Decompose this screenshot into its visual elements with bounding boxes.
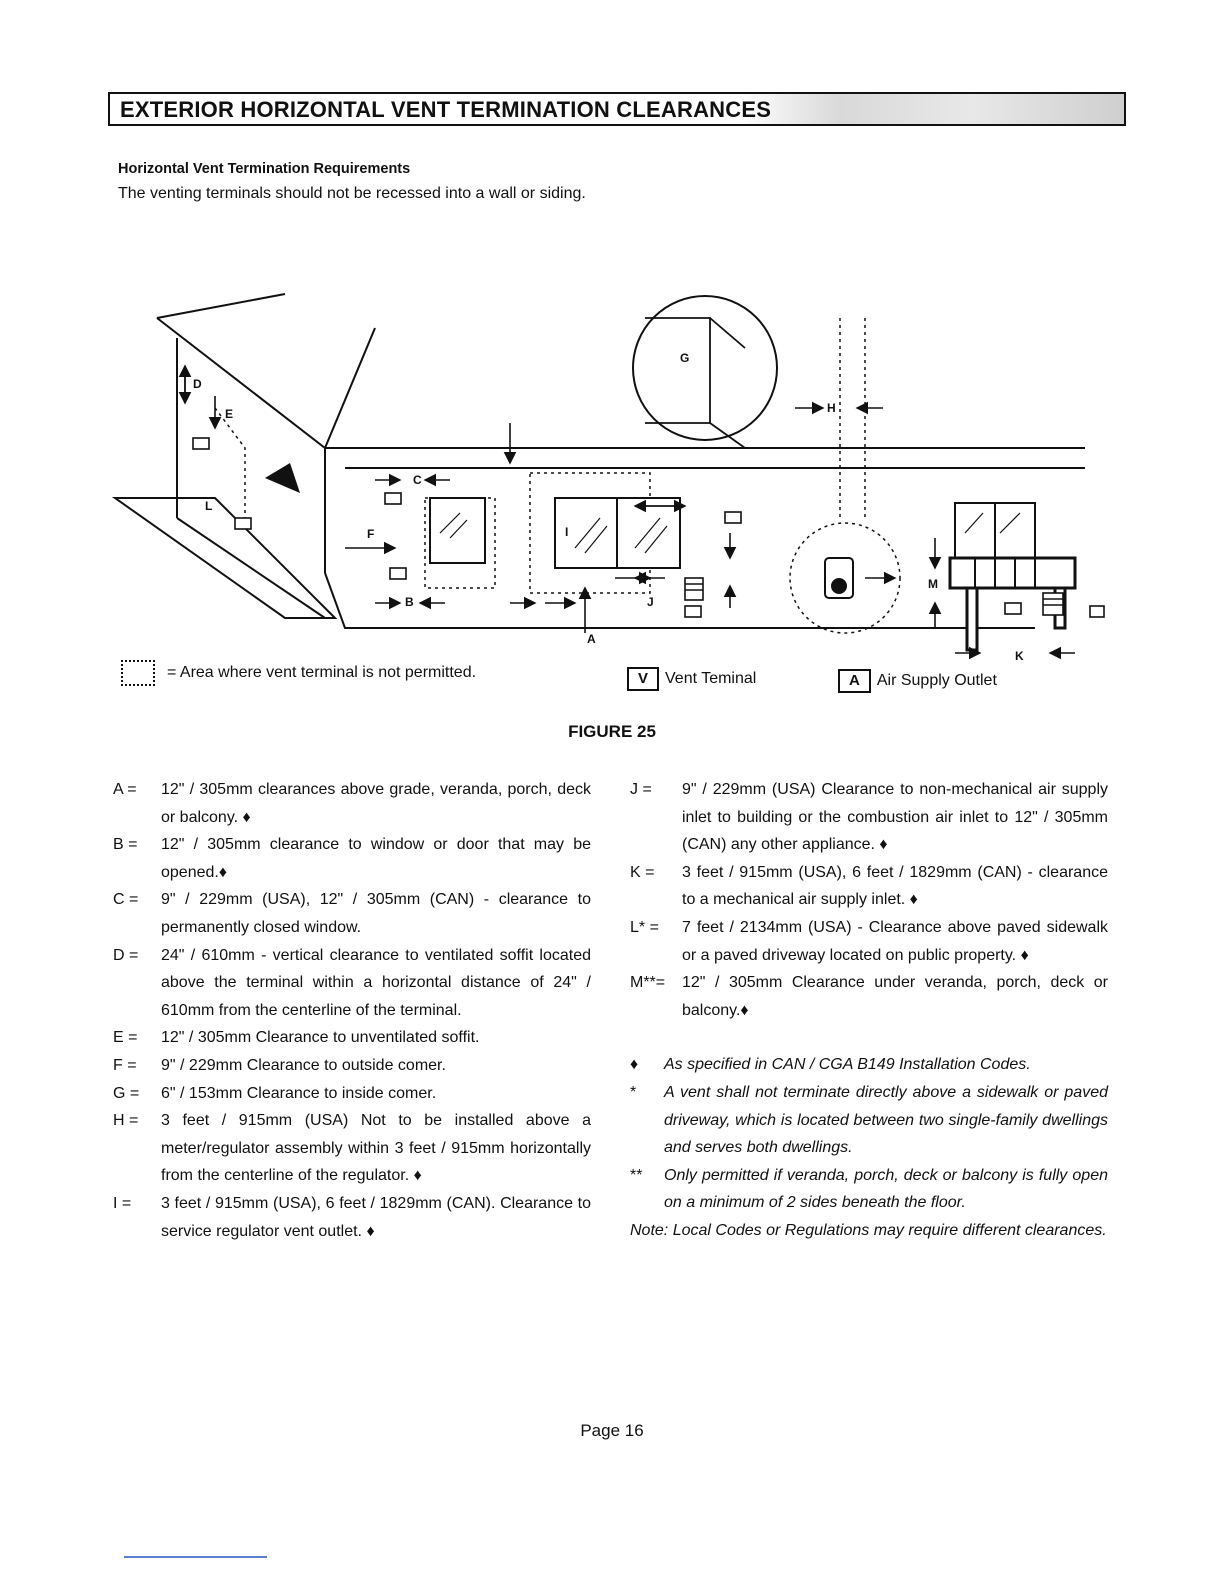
clearance-item <box>630 969 1108 1024</box>
clearance-label: B = <box>113 836 138 854</box>
clearance-text: 3 feet / 915mm (USA) Not to be installed above a meter/regulator assembly within 3 feet / 915mm horizontally from the centerline of the regulator. ♦ <box>161 1112 591 1185</box>
clearance-text: 3 feet / 915mm (USA), 6 feet / 1829mm (CAN) - clearance to a mechanical air supply inlet. ♦ <box>682 863 1108 909</box>
footnote-mark: ** <box>630 1166 643 1184</box>
diagram-label-i: I <box>565 525 569 539</box>
clearance-item <box>630 776 1108 859</box>
diagram-label-a: A <box>587 632 596 646</box>
clearance-text: 12" / 305mm Clearance to unventilated soffit. <box>161 1029 480 1047</box>
clearance-text: 3 feet / 915mm (USA), 6 feet / 1829mm (CAN). Clearance to service regulator vent outlet. ♦ <box>161 1194 591 1240</box>
vent-terminal-icon: V <box>627 667 659 691</box>
diagram-label-b: B <box>405 595 414 609</box>
clearance-text: 12" / 305mm clearance to window or door that may be opened.♦ <box>161 836 591 881</box>
clearance-text: 12" / 305mm Clearance under veranda, porch, deck or balcony.♦ <box>682 974 1108 1019</box>
air-supply-icon: A <box>838 669 871 693</box>
vent-terminal-5 <box>725 512 741 523</box>
clearance-text: 6" / 153mm Clearance to inside comer. <box>161 1084 437 1102</box>
clearance-text: 12" / 305mm clearances above grade, veranda, porch, deck or balcony. ♦ <box>161 781 591 826</box>
deck-post-left <box>967 588 977 650</box>
vent-terminal-3 <box>385 493 401 504</box>
diagram-label-k: K <box>1015 649 1024 663</box>
footnote-text: A vent shall not terminate directly above a sidewalk or paved driveway, which is located between two single-family dwellings and serves both dwellings. <box>664 1083 1108 1157</box>
footnote-mark: * <box>630 1083 637 1101</box>
clearance-item <box>113 1080 591 1108</box>
legend-not-permitted-text: = Area where vent terminal is not permitted. <box>167 664 477 681</box>
vent-clearance-diagram <box>105 288 1105 663</box>
bottom-rule <box>124 1556 267 1558</box>
footnote <box>630 1051 1108 1079</box>
clearance-label: A = <box>113 781 137 798</box>
diagram-label-g: G <box>680 351 690 365</box>
clearance-label: G = <box>113 1084 140 1102</box>
diagram-label-f: F <box>367 527 375 541</box>
diagram-label-d: D <box>193 377 202 391</box>
clearance-item <box>113 1052 591 1080</box>
section-title: EXTERIOR HORIZONTAL VENT TERMINATION CLEARANCES <box>120 97 772 122</box>
section-header <box>108 92 1126 126</box>
clearance-label: C = <box>113 891 139 909</box>
clearance-label: J = <box>630 781 652 798</box>
clearance-item <box>630 859 1108 914</box>
deck-rail <box>950 558 1075 588</box>
roof-slope <box>157 318 1085 448</box>
clearance-label: H = <box>113 1112 139 1130</box>
requirements-text: The venting terminals should not be recessed into a wall or siding. <box>118 185 586 202</box>
footnote <box>630 1079 1108 1162</box>
clearance-item <box>113 776 591 831</box>
clearance-text: 24" / 610mm - vertical clearance to ventilated soffit located above the terminal within a horizontal distance of 24" / 610mm from the centerline of the terminal. <box>161 946 591 1019</box>
diagram-label-m: M <box>928 577 938 591</box>
footnote-text: Only permitted if veranda, porch, deck or balcony is fully open on a minimum of 2 sides beneath the floor. <box>664 1166 1108 1212</box>
roof-ridge <box>325 328 375 448</box>
clearance-item <box>113 942 591 1025</box>
clearances-left-column <box>113 776 591 1245</box>
clearance-item <box>630 914 1108 969</box>
clearance-item <box>113 1024 591 1052</box>
requirements-title: Horizontal Vent Termination Requirements <box>118 161 411 177</box>
clearance-label: E = <box>113 1029 138 1047</box>
vent-terminal-8 <box>1090 606 1104 617</box>
clearance-item <box>113 1190 591 1245</box>
clearance-label: K = <box>630 863 655 881</box>
clearance-text: 9" / 229mm (USA) Clearance to non-mechanical air supply inlet to building or the combustion air inlet to 12" / 305mm (CAN) any other appliance. ♦ <box>682 781 1108 854</box>
clearance-item <box>113 831 591 886</box>
legend-not-permitted <box>121 660 476 686</box>
clearance-label: I = <box>113 1194 132 1212</box>
final-note: Note: Local Codes or Regulations may require different clearances. <box>630 1221 1107 1239</box>
footnote <box>630 1162 1108 1217</box>
footnote-mark: ♦ <box>630 1056 639 1074</box>
clearance-text: 9" / 229mm (USA), 12" / 305mm (CAN) - clearance to permanently closed window. <box>161 891 591 936</box>
diagram-label-l: L <box>205 499 213 513</box>
no-vent-zone-meter <box>840 318 865 518</box>
air-inlet-1 <box>685 578 703 600</box>
diagram-label-h: H <box>827 401 836 415</box>
vent-terminal-2 <box>235 518 251 529</box>
clearance-label: L* = <box>630 918 659 936</box>
clearance-label: M**= <box>630 974 666 992</box>
page-number: Page 16 <box>580 1421 644 1440</box>
clearance-label: F = <box>113 1056 137 1074</box>
sidewalk <box>115 498 335 618</box>
legend-vent <box>627 667 756 691</box>
vent-terminal-4 <box>390 568 406 579</box>
figure-label: FIGURE 25 <box>568 722 656 741</box>
vent-terminal-1 <box>193 438 209 449</box>
clearance-text: 7 feet / 2134mm (USA) - Clearance above paved sidewalk or a paved driveway located on public property. ♦ <box>682 918 1108 964</box>
clearance-item <box>113 1107 591 1190</box>
dotted-area-icon <box>121 660 155 686</box>
legend-air <box>838 669 997 693</box>
roof-edge <box>157 294 285 318</box>
legend-air-text: Air Supply Outlet <box>876 672 997 689</box>
clearance-text: 9" / 229mm Clearance to outside comer. <box>161 1056 446 1074</box>
vent-terminal-6 <box>685 606 701 617</box>
legend-vent-text: Vent Teminal <box>665 670 757 687</box>
air-inlet-2 <box>1043 593 1063 615</box>
clearances-right-column <box>630 776 1108 1245</box>
diagram-label-c: C <box>413 473 422 487</box>
clearance-item <box>113 886 591 941</box>
diagram-label-e: E <box>225 407 234 421</box>
diagram-label-j: J <box>647 595 654 609</box>
clearance-label: D = <box>113 946 139 964</box>
vent-terminal-7 <box>1005 603 1021 614</box>
wall-vent-hood <box>265 463 300 493</box>
footnote-text: As specified in CAN / CGA B149 Installation Codes. <box>664 1056 1031 1074</box>
